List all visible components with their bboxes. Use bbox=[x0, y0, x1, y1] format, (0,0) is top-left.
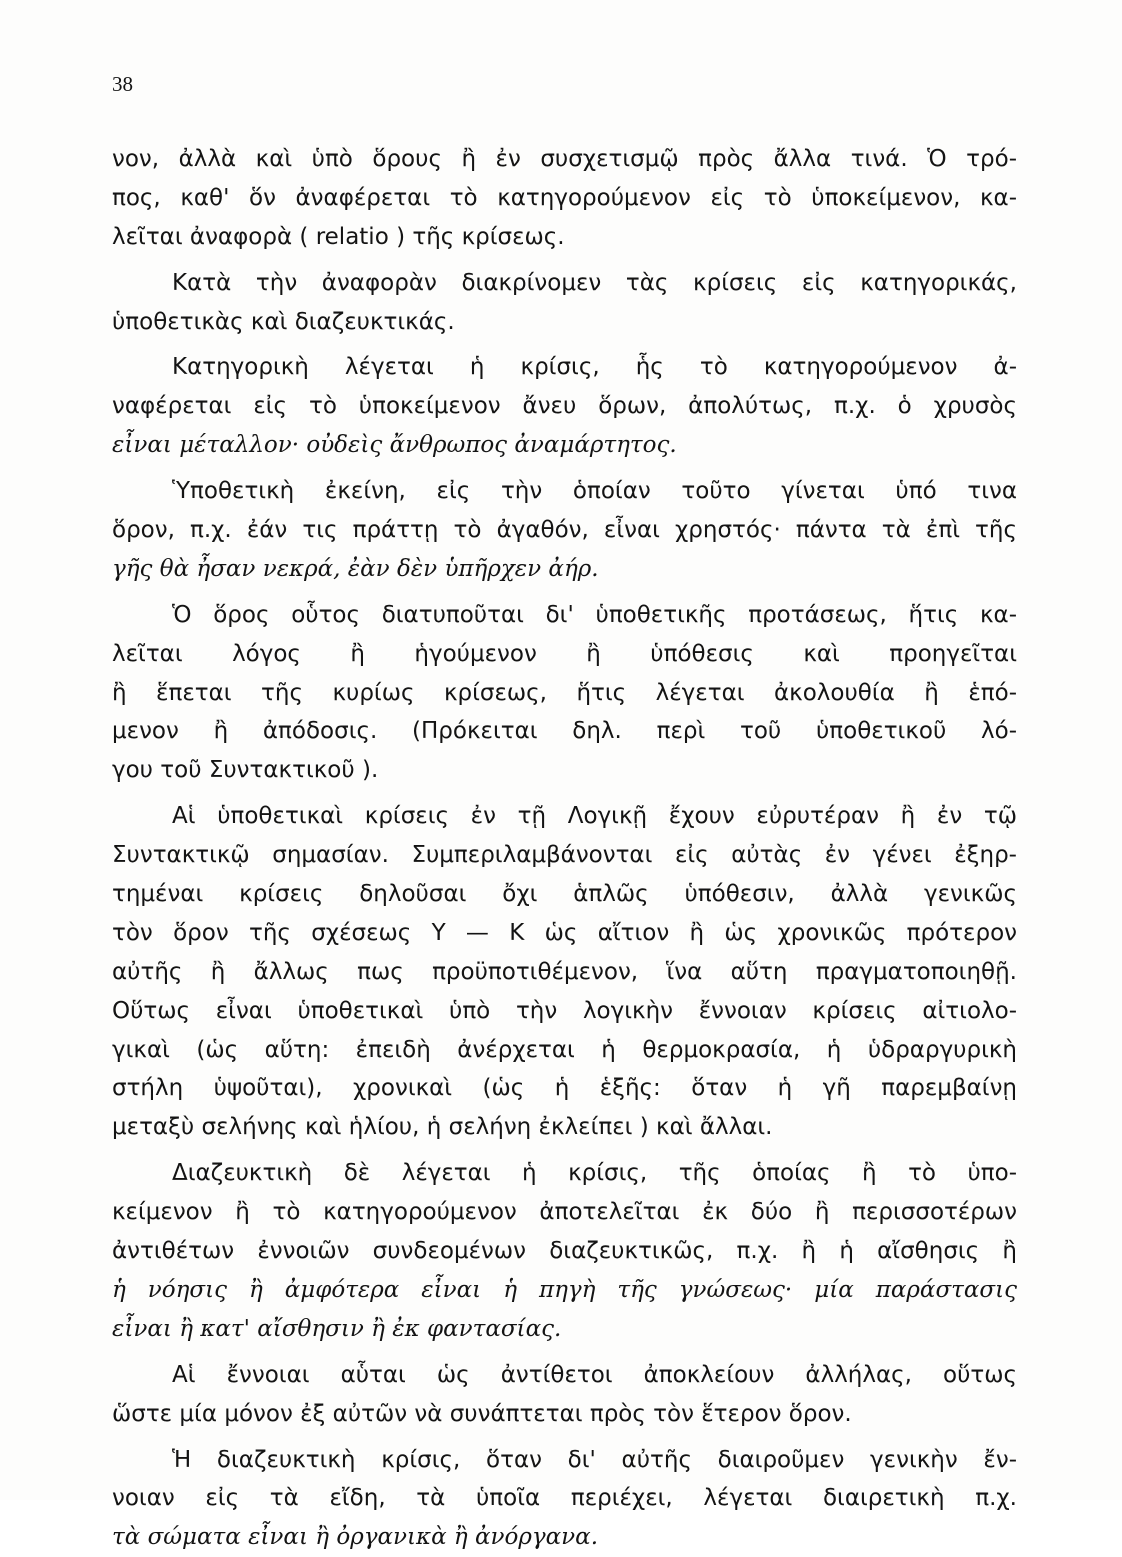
example-line: τὰ σώματα εἶναι ἢ ὀργανικὰ ἢ ἀνόργανα. bbox=[112, 1524, 599, 1551]
paragraph-start-line: Κατὰ τὴν ἀναφορὰν διακρίνομεν τὰς κρίσεις εἰς κατηγορικάς, bbox=[172, 269, 1017, 296]
text-line: λεῖται ἀναφορὰ ( relatio ) τῆς κρίσεως. bbox=[112, 223, 565, 250]
text-line: Οὕτως εἶναι ὑποθετικαὶ ὑπὸ τὴν λογικὴν ἔννοιαν κρίσεις αἰτιολο- bbox=[112, 997, 1017, 1024]
paragraph-start-line: Διαζευκτικὴ δὲ λέγεται ἡ κρίσις, τῆς ὁποίας ἢ τὸ ὑπο- bbox=[172, 1160, 1017, 1187]
text-line: Συντακτικῷ σημασίαν. Συμπεριλαμβάνονται εἰς αὐτὰς ἐν γένει ἐξηρ- bbox=[112, 842, 1017, 869]
text-line: ὑποθετικὰς καὶ διαζευκτικάς. bbox=[112, 308, 455, 335]
text-line: αὐτῆς ἢ ἄλλως πως προϋποτιθέμενον, ἵνα αὕτη πραγματοποιηθῇ. bbox=[112, 958, 1017, 985]
paragraph-start-line: Κατηγορικὴ λέγεται ἡ κρίσις, ἧς τὸ κατηγορούμενον ἀ- bbox=[172, 354, 1017, 381]
paragraph-start-line: Ἡ διαζευκτικὴ κρίσις, ὅταν δι' αὐτῆς διαιροῦμεν γενικὴν ἔν- bbox=[172, 1446, 1017, 1473]
example-line: εἶναι ἢ κατ' αἴσθησιν ἢ ἐκ φαντασίας. bbox=[112, 1315, 562, 1342]
paragraph-start-line: Ὑποθετικὴ ἐκείνη, εἰς τὴν ὁποίαν τοῦτο γίνεται ὑπό τινα bbox=[172, 478, 1017, 505]
example-line: εἶναι μέταλλον· οὐδεὶς ἄνθρωπος ἀναμάρτητος. bbox=[112, 432, 677, 459]
text-line: ναφέρεται εἰς τὸ ὑποκείμενον ἄνευ ὅρων, ἀπολύτως, π.χ. ὁ χρυσὸς bbox=[112, 393, 1017, 420]
paragraph-start-line: Αἱ ὑποθετικαὶ κρίσεις ἐν τῇ Λογικῇ ἔχουν εὐρυτέραν ἢ ἐν τῷ bbox=[172, 803, 1017, 830]
text-line: ἢ ἕπεται τῆς κυρίως κρίσεως, ἥτις λέγεται ἀκολουθία ἢ ἑπό- bbox=[112, 679, 1017, 706]
text-line: τὸν ὅρον τῆς σχέσεως Υ — Κ ὡς αἴτιον ἢ ὡς χρονικῶς πρότερον bbox=[112, 919, 1017, 946]
example-line: γῆς θὰ ἦσαν νεκρά, ἐὰν δὲν ὑπῆρχεν ἀήρ. bbox=[112, 555, 599, 582]
paragraph-start-line: Αἱ ἔννοιαι αὗται ὡς ἀντίθετοι ἀποκλείουν ἀλλήλας, οὕτως bbox=[172, 1361, 1017, 1388]
text-line: τημέναι κρίσεις δηλοῦσαι ὄχι ἁπλῶς ὑπόθεσιν, ἀλλὰ γενικῶς bbox=[112, 881, 1017, 908]
text-line: ὥστε μία μόνον ἐξ αὐτῶν νὰ συνάπτεται πρὸς τὸν ἕτερον ὅρον. bbox=[112, 1400, 852, 1427]
page-number: 38 bbox=[112, 72, 133, 96]
paragraph-start-line: Ὁ ὅρος οὗτος διατυποῦται δι' ὑποθετικῆς προτάσεως, ἥτις κα- bbox=[172, 601, 1017, 628]
text-line: νον, ἀλλὰ καὶ ὑπὸ ὅρους ἢ ἐν συσχετισμῷ πρὸς ἄλλα τινά. Ὁ τρό- bbox=[112, 146, 1017, 172]
text-line: πος, καθ' ὅν ἀναφέρεται τὸ κατηγορούμενον εἰς τὸ ὑποκείμενον, κα- bbox=[112, 184, 1017, 211]
text-line: μενον ἢ ἀπόδοσις. (Πρόκειται δηλ. περὶ τοῦ ὑποθετικοῦ λό- bbox=[112, 718, 1017, 745]
text-line: ἀντιθέτων ἐννοιῶν συνδεομένων διαζευκτικῶς, π.χ. ἢ ἡ αἴσθησις ἢ bbox=[112, 1238, 1017, 1265]
text-line: γικαὶ (ὡς αὕτη: ἐπειδὴ ἀνέρχεται ἡ θερμοκρασία, ἡ ὑδραργυρικὴ bbox=[112, 1036, 1017, 1063]
text-line: ὅρον, π.χ. ἐάν τις πράττῃ τὸ ἀγαθόν, εἶναι χρηστός· πάντα τὰ ἐπὶ τῆς bbox=[112, 517, 1017, 544]
text-line: λεῖται λόγος ἢ ἡγούμενον ἢ ὑπόθεσις καὶ προηγεῖται bbox=[112, 640, 1017, 667]
example-line: ἡ νόησις ἢ ἀμφότερα εἶναι ἡ πηγὴ τῆς γνώσεως· μία παράστασις bbox=[112, 1276, 1017, 1303]
text-line: γου τοῦ Συντακτικοῦ ). bbox=[112, 757, 379, 784]
text-line: νοιαν εἰς τὰ εἴδη, τὰ ὑποῖα περιέχει, λέγεται διαιρετικὴ π.χ. bbox=[112, 1485, 1017, 1512]
text-line: στήλη ὑψοῦται), χρονικαὶ (ὡς ἡ ἑξῆς: ὅταν ἡ γῆ παρεμβαίνῃ bbox=[112, 1075, 1017, 1102]
text-line: μεταξὺ σελήνης καὶ ἡλίου, ἡ σελήνη ἐκλείπει ) καὶ ἄλλαι. bbox=[112, 1114, 773, 1141]
body-text bbox=[112, 140, 1017, 1557]
text-line: κείμενον ἢ τὸ κατηγορούμενον ἀποτελεῖται ἐκ δύο ἢ περισσοτέρων bbox=[112, 1199, 1017, 1226]
